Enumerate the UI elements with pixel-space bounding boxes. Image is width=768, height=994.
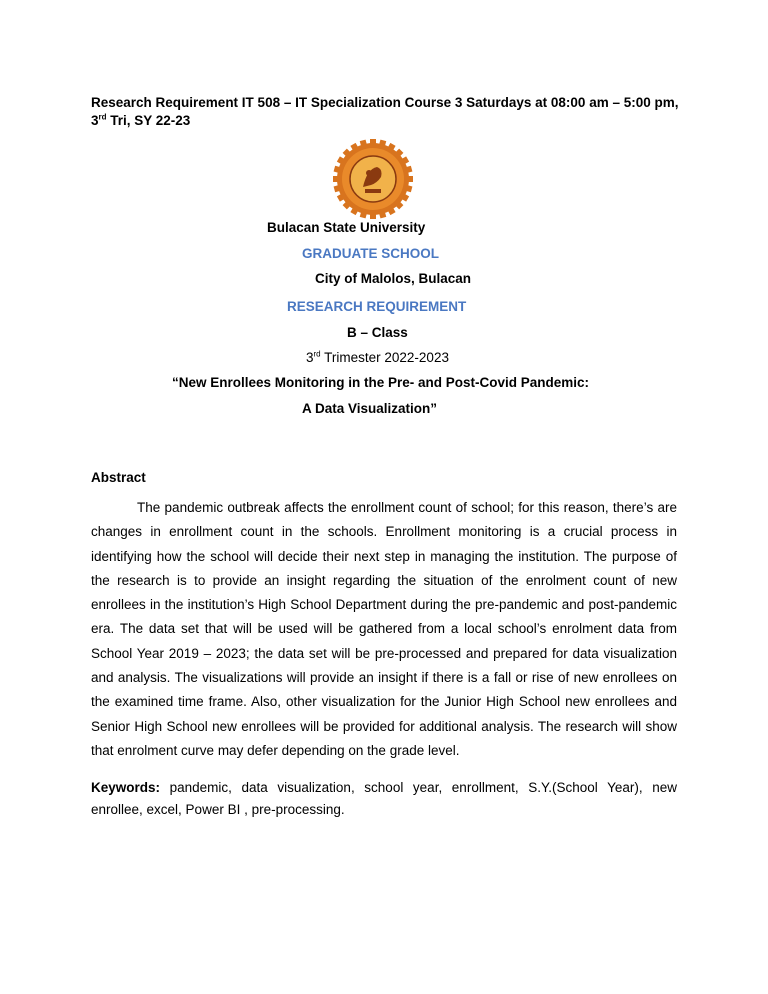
abstract-body: The pandemic outbreak affects the enrollment count of school; for this reason, there’s are changes in enrollment count in the schools. Enrollment monitoring is a crucial process in identifying how the school will decide their next step in managing the institution. The purpose of the research is to provide an insight regarding the situation of the enrolment count of new enrollees in the institution’s High School Department during the pre-pandemic and post-pandemic era. The data set that will be used will be gathered from a local school’s enrolment data from School Year 2019 – 2023; the data set will be pre-processed and prepared for data visualization and analysis. The visualizations will provide an insight if there is a fall or rise of new enrollees on the examined time frame. Also, other visualization for the Junior High School new enrollees and Senior High School new enrollees will be provided for additional analysis. The research will show that enrolment curve may defer depending on the grade level. bbox=[91, 500, 677, 758]
gear-tooth bbox=[405, 176, 413, 182]
graduate-school-label: GRADUATE SCHOOL bbox=[302, 246, 439, 261]
research-title-line1: “New Enrollees Monitoring in the Pre- and Post-Covid Pandemic: bbox=[172, 375, 590, 390]
research-requirement-label: RESEARCH REQUIREMENT bbox=[287, 299, 467, 314]
keywords-text: pandemic, data visualization, school year, enrollment, S.Y.(School Year), new enrollee, excel, Power BI , pre-processing. bbox=[91, 780, 677, 817]
trimester-label: 3rd Trimester 2022-2023 bbox=[306, 349, 449, 365]
keywords-paragraph bbox=[91, 777, 677, 821]
university-name: Bulacan State University bbox=[267, 220, 426, 235]
abstract-heading: Abstract bbox=[91, 470, 146, 485]
research-title-line2: A Data Visualization” bbox=[302, 401, 438, 416]
keywords-label: Keywords: bbox=[91, 780, 161, 795]
course-header: Research Requirement IT 508 – IT Specialization Course 3 Saturdays at 08:00 am – 5:00 pm, 3rd Tri, SY 22-23 bbox=[91, 95, 679, 128]
gear-tooth bbox=[370, 139, 376, 147]
class-label: B – Class bbox=[347, 325, 408, 340]
city-label: City of Malolos, Bulacan bbox=[315, 271, 472, 286]
gear-tooth bbox=[370, 211, 376, 219]
gear-tooth bbox=[333, 176, 341, 182]
university-seal-logo bbox=[333, 139, 413, 219]
